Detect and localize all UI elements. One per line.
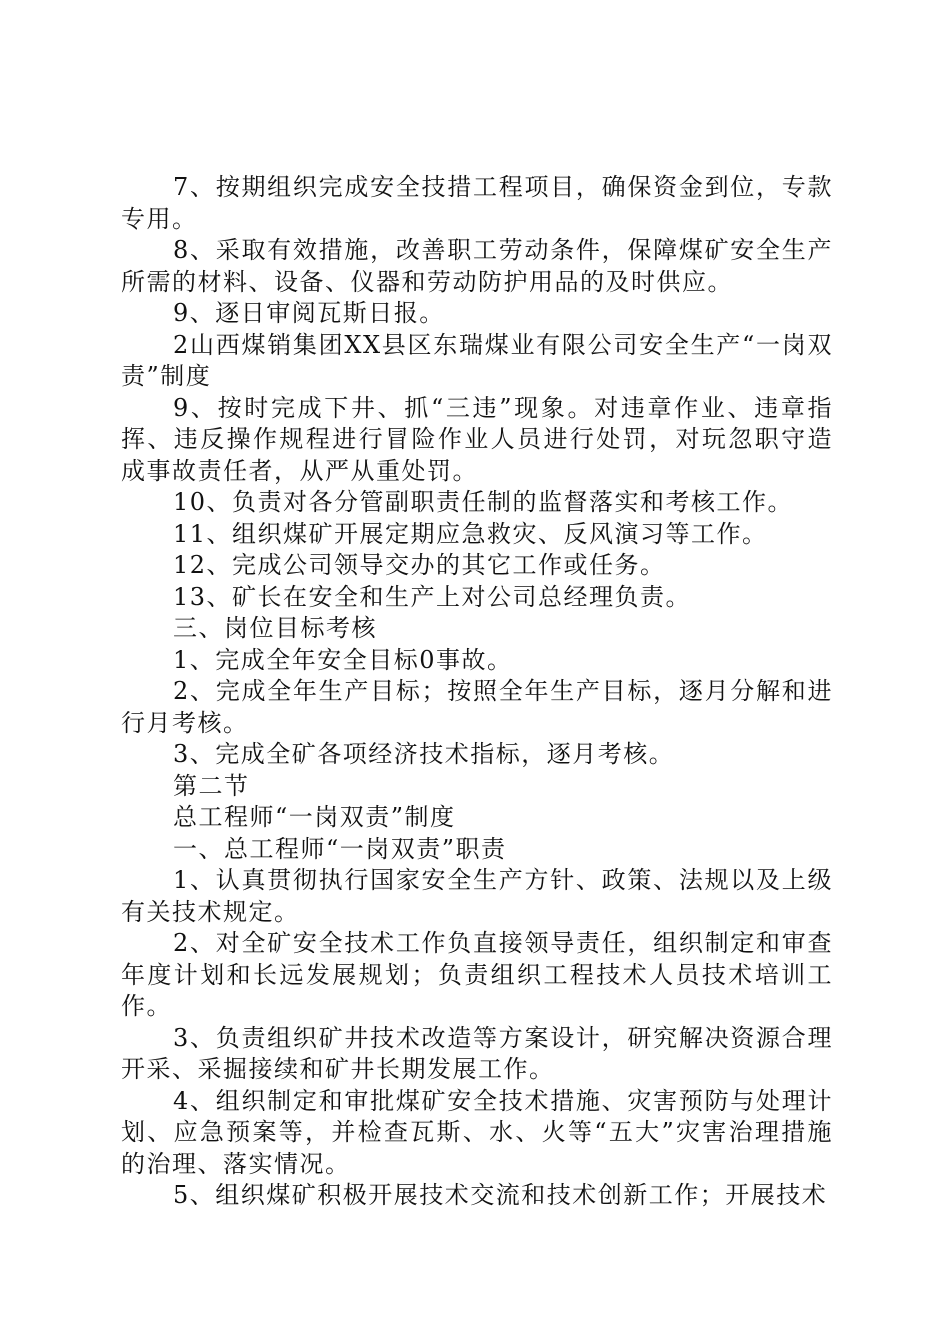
paragraph: 3、负责组织矿井技术改造等方案设计，研究解决资源合理开采、采掘接续和矿井长期发展工作。 (121, 1023, 833, 1083)
paragraph: 2山西煤销集团XX县区东瑞煤业有限公司安全生产“一岗双责”制度 (121, 330, 833, 390)
paragraph: 13、矿长在安全和生产上对公司总经理负责。 (173, 582, 692, 611)
section-heading: 三、岗位目标考核 (173, 614, 377, 642)
section-heading: 一、总工程师“一岗双责”职责 (173, 834, 507, 863)
paragraph: 3、完成全矿各项经济技术指标，逐月考核。 (173, 740, 675, 768)
section-heading: 总工程师“一岗双责”制度 (173, 803, 456, 831)
paragraph: 5、组织煤矿积极开展技术交流和技术创新工作；开展技术 (173, 1181, 828, 1209)
paragraph: 8、采取有效措施，改善职工劳动条件，保障煤矿安全生产所需的材料、设备、仪器和劳动防护用品的及时供应。 (121, 236, 833, 296)
paragraph: 2、完成全年生产目标；按照全年生产目标，逐月分解和进行月考核。 (121, 677, 833, 737)
paragraph: 1、认真贯彻执行国家安全生产方针、政策、法规以及上级有关技术规定。 (121, 866, 833, 926)
paragraph: 9、逐日审阅瓦斯日报。 (173, 299, 445, 327)
paragraph: 10、负责对各分管副职责任制的监督落实和考核工作。 (173, 488, 794, 516)
paragraph: 1、完成全年安全目标0事故。 (173, 645, 513, 674)
paragraph: 11、组织煤矿开展定期应急救灾、反风演习等工作。 (173, 519, 768, 548)
paragraph: 2、对全矿安全技术工作负直接领导责任，组织制定和审查年度计划和长远发展规划；负责组织工程技术人员技术培训工作。 (121, 929, 833, 1020)
paragraph: 7、按期组织完成安全技措工程项目，确保资金到位，专款专用。 (121, 173, 833, 233)
section-heading: 第二节 (173, 771, 250, 800)
document-body (121, 172, 833, 1212)
paragraph: 4、组织制定和审批煤矿安全技术措施、灾害预防与处理计划、应急预案等，并检查瓦斯、水、火等“五大”灾害治理措施的治理、落实情况。 (121, 1086, 833, 1178)
paragraph: 9、按时完成下井、抓“三违”现象。对违章作业、违章指挥、违反操作规程进行冒险作业人员进行处罚，对玩忽职守造成事故责任者，从严从重处罚。 (121, 393, 833, 485)
paragraph: 12、完成公司领导交办的其它工作或任务。 (173, 551, 666, 579)
